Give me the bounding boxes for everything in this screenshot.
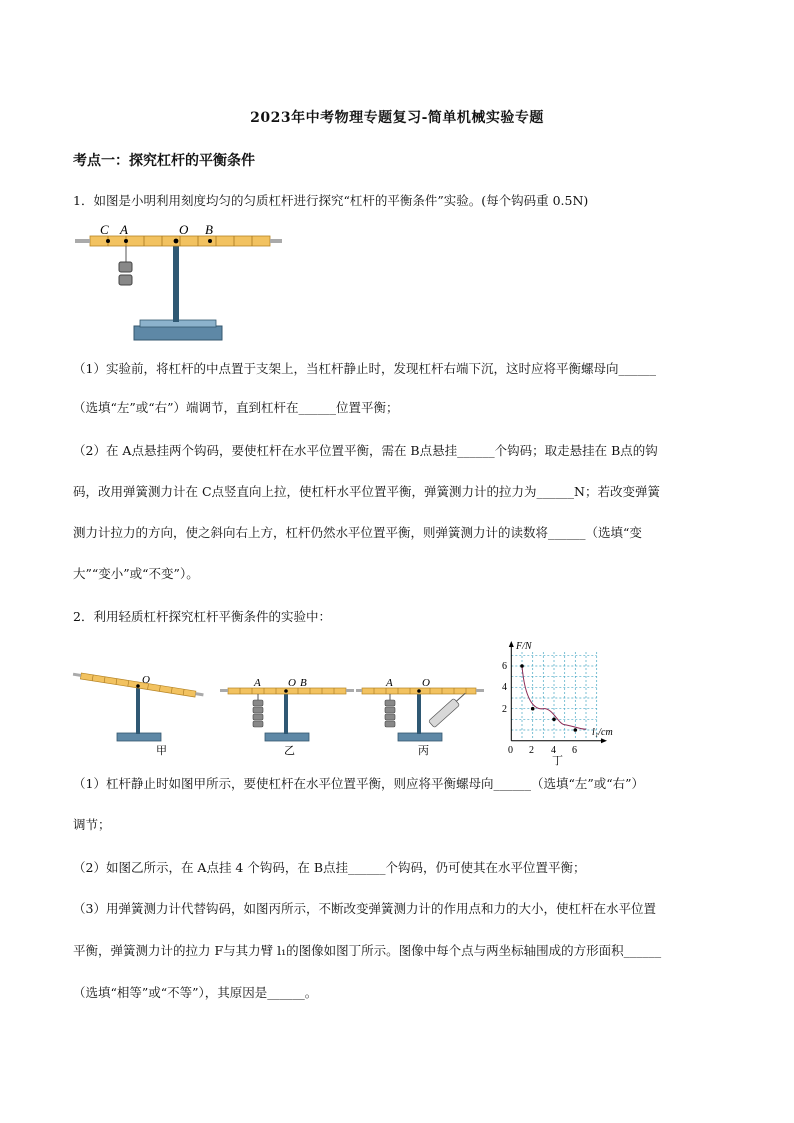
q1-part1-line2: （选填“左”或“右”）端调节，直到杠杆在______位置平衡； — [73, 400, 399, 415]
section-title: 考点一：探究杠杆的平衡条件 — [73, 153, 255, 169]
q2-figure-jia — [72, 670, 210, 760]
q2-part3-line2: 平衡，弹簧测力计的拉力 F与其力臂 l₁的图像如图丁所示。图像中每个点与两坐标轴围成的方形面积______ — [73, 943, 662, 958]
bing-label-o: O — [422, 677, 430, 689]
q1-part2-line1: （2）在 A点悬挂两个钩码，要使杠杆在水平位置平衡，需在 B点悬挂______个钩码；取走悬挂在 B点的钩 — [73, 443, 658, 458]
ding-caption: 丁 — [552, 754, 563, 766]
page-title: 2023年中考物理专题复习-简单机械实验专题 — [250, 110, 544, 126]
q1-intro: 1．如图是小明利用刻度均匀的匀质杠杆进行探究“杠杆的平衡条件”实验。(每个钩码重 0.5N) — [73, 193, 589, 208]
jia-label-o: O — [142, 674, 150, 686]
q2-part2-line1: （2）如图乙所示，在 A点挂 4 个钩码，在 B点挂______个钩码，仍可使其在水平位置平衡； — [73, 860, 586, 875]
bing-label-a: A — [386, 677, 393, 689]
q2-part3-line3: （选填“相等”或“不等”），其原因是______。 — [73, 985, 318, 1000]
graph-y-label: F/N — [516, 641, 532, 652]
label-c: C — [100, 222, 109, 237]
q2-figure-bing — [356, 676, 494, 766]
q1-part1-line1: （1）实验前，将杠杆的中点置于支架上，当杠杆静止时，发现杠杆右端下沉，这时应将平衡螺母向______ — [73, 361, 656, 376]
q1-part2-line4: 大”“变小”或“不变”）。 — [73, 566, 199, 581]
q1-lever-figure — [72, 222, 282, 344]
xtick-0: 0 — [508, 745, 513, 756]
q2-figure-yi — [218, 676, 356, 766]
yi-label-o: O — [288, 677, 296, 689]
xtick-6: 6 — [572, 745, 577, 756]
yi-label-a: A — [254, 677, 261, 689]
xtick-4: 4 — [551, 745, 556, 756]
q2-part3-line1: （3）用弹簧测力计代替钩码，如图丙所示，不断改变弹簧测力计的作用点和力的大小，使杠杆在水平位置 — [73, 901, 656, 916]
q2-intro: 2．利用轻质杠杆探究杠杆平衡条件的实验中： — [73, 609, 331, 624]
bing-caption: 丙 — [418, 744, 429, 757]
yi-caption: 乙 — [284, 744, 295, 757]
label-a: A — [120, 222, 128, 237]
yi-label-b: B — [300, 677, 307, 689]
jia-caption: 甲 — [156, 744, 167, 757]
q2-figure-ding-graph — [494, 638, 624, 766]
q1-part2-line3: 测力计拉力的方向，使之斜向右上方，杠杆仍然水平位置平衡，则弹簧测力计的读数将______（选填“变 — [73, 525, 642, 540]
graph-x-label: l₁/cm — [592, 727, 613, 738]
q1-part2-line2: 码，改用弹簧测力计在 C点竖直向上拉，使杠杆水平位置平衡，弹簧测力计的拉力为______N；若改变弹簧 — [73, 484, 660, 499]
label-b: B — [205, 222, 213, 237]
q2-part1-line1: （1）杠杆静止时如图甲所示，要使杠杆在水平位置平衡，则应将平衡螺母向______（选填“左”或“右”） — [73, 776, 645, 791]
q2-part1-line2: 调节； — [73, 817, 111, 832]
ytick-2: 2 — [502, 704, 507, 715]
ytick-6: 6 — [502, 661, 507, 672]
xtick-2: 2 — [529, 745, 534, 756]
ytick-4: 4 — [502, 682, 507, 693]
label-o: O — [179, 222, 189, 237]
